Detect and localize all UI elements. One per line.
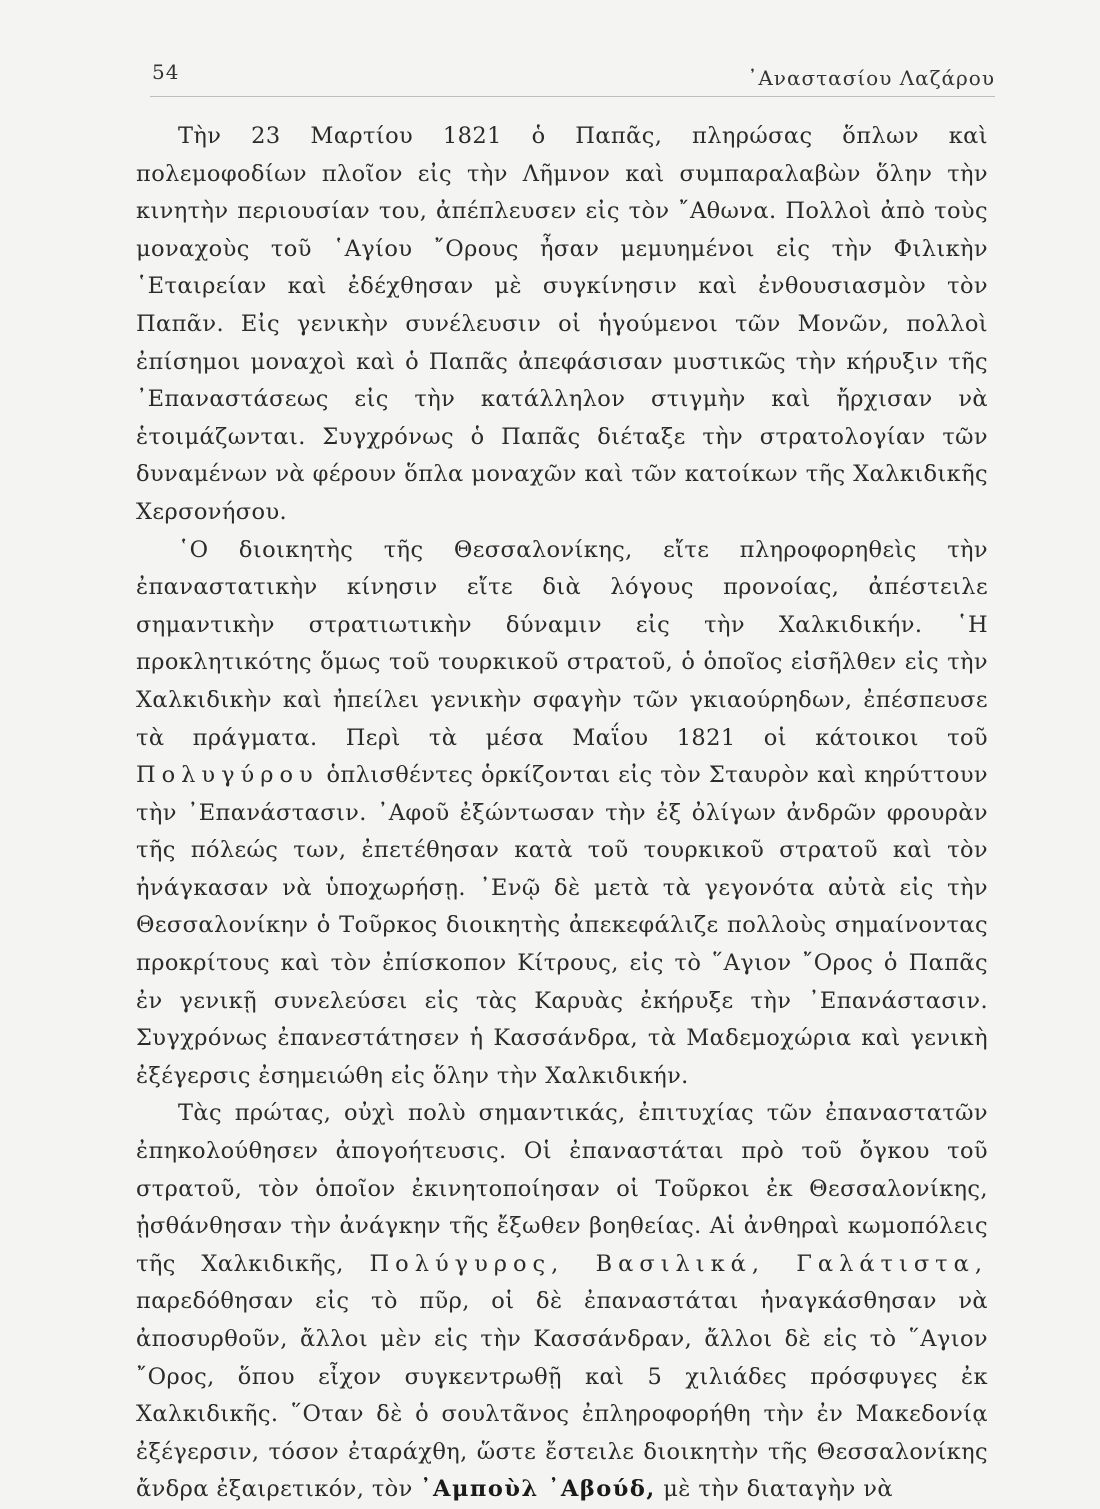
body-text	[136, 118, 988, 1509]
page-header	[150, 58, 995, 94]
paragraph-3-text-b: παρεδόθησαν εἰς τὸ πῦρ, οἱ δὲ ἐπαναστάται ἠναγκάσθησαν νὰ ἀποσυρθοῦν, ἄλλοι μὲν εἰς τὴν Κασσάνδραν, ἄλλοι δὲ εἰς τὸ ῞Αγιον ῎Ορος, ὅπου εἶχον συγκεντρωθῇ καὶ 5 χιλιάδες πρόσφυγες ἐκ Χαλκιδικῆς. ῞Οταν δὲ ὁ σουλτᾶνος ἐπληροφορήθη τὴν ἐν Μακεδονίᾳ ἐξέγερσιν, τόσον ἐταράχθη, ὥστε ἔστειλε διοικητὴν τῆς Θεσσαλονίκης ἄνδρα ἐξαιρετικόν, τὸν	[136, 1288, 988, 1503]
paragraph-3-text-c: μὲ τὴν διαταγὴν νὰ	[655, 1476, 893, 1503]
page-number: 54	[152, 60, 180, 84]
header-rule	[150, 96, 995, 97]
running-head: ᾿Αναστασίου Λαζάρου	[747, 66, 995, 90]
paragraph-1-text: Τὴν 23 Μαρτίου 1821 ὁ Παπᾶς, πληρώσας ὅπλων καὶ πολεμοφοδίων πλοῖον εἰς τὴν Λῆμνον καὶ συμπαραλαβὼν ὅλην τὴν κινητὴν περιουσίαν του, ἀπέπλευσεν εἰς τὸν ῎Αθωνα. Πολλοὶ ἀπὸ τοὺς μοναχοὺς τοῦ ῾Αγίου ῎Ορους ἦσαν μεμυημένοι εἰς τὴν Φιλικὴν ῾Εταιρείαν καὶ ἐδέχθησαν μὲ συγκίνησιν καὶ ἐνθουσιασμὸν τὸν Παπᾶν. Εἰς γενικὴν συνέλευσιν οἱ ἡγούμενοι τῶν Μονῶν, πολλοὶ ἐπίσημοι μοναχοὶ καὶ ὁ Παπᾶς ἀπεφάσισαν μυστικῶς τὴν κήρυξιν τῆς ᾿Επαναστάσεως εἰς τὴν κατάλληλον στιγμὴν καὶ ἤρχισαν νὰ ἑτοιμάζωνται. Συγχρόνως ὁ Παπᾶς διέταξε τὴν στρατολογίαν τῶν δυναμένων νὰ φέρουν ὅπλα μοναχῶν καὶ τῶν κατοίκων τῆς Χαλκιδικῆς Χερσονήσου.	[136, 123, 988, 525]
paragraph-3	[136, 1095, 988, 1509]
paragraph-2-text-a: ῾Ο διοικητὴς τῆς Θεσσαλονίκης, εἴτε πληροφορηθεὶς τὴν ἐπαναστατικὴν κίνησιν εἴτε διὰ λόγους προνοίας, ἀπέστειλε σημαντικὴν στρατιωτικὴν δύναμιν εἰς τὴν Χαλκιδικήν. ῾Η προκλητικότης ὅμως τοῦ τουρκικοῦ στρατοῦ, ὁ ὁποῖος εἰσῆλθεν εἰς τὴν Χαλκιδικὴν καὶ ἠπείλει γενικὴν σφαγὴν τῶν γκιαούρηδων, ἐπέσπευσε τὰ πράγματα. Περὶ τὰ μέσα Μαΐου 1821 οἱ κάτοικοι τοῦ	[136, 536, 988, 751]
paragraph-2-text-b: ὁπλισθέντες ὁρκίζονται εἰς τὸν Σταυρὸν καὶ κηρύττουν τὴν ᾿Επανάστασιν. ᾿Αφοῦ ἐξώντωσαν τὴν ἐξ ὀλίγων ἀνδρῶν φρουρὰν τῆς πόλεώς των, ἐπετέθησαν κατὰ τοῦ τουρκικοῦ στρατοῦ καὶ τὸν ἠνάγκασαν νὰ ὑποχωρήσῃ. ᾿Ενῷ δὲ μετὰ τὰ γεγονότα αὐτὰ εἰς τὴν Θεσσαλονίκην ὁ Τοῦρκος διοικητὴς ἀπεκεφάλιζε πολλοὺς σημαίνοντας προκρίτους καὶ τὸν ἐπίσκοπον Κίτρους, εἰς τὸ ῞Αγιον ῎Ορος ὁ Παπᾶς ἐν γενικῇ συνελεύσει εἰς τὰς Καρυὰς ἐκήρυξε τὴν ᾿Επανάστασιν. Συγχρόνως ἐπανεστάτησεν ἡ Κασσάνδρα, τὰ Μαδεμοχώρια καὶ γενικὴ ἐξέγερσις ἐσημειώθη εἰς ὅλην τὴν Χαλκιδικήν.	[136, 762, 988, 1089]
paragraph-2	[136, 532, 988, 1096]
paragraph-1	[136, 118, 988, 532]
bold-person-name: ᾿Αμποὺλ ᾿Αβούδ,	[420, 1476, 656, 1503]
spaced-town-names: Πολύγυρος, Βασιλικά, Γαλάτιστα,	[369, 1250, 988, 1277]
spaced-town-name: Πολυγύρου	[136, 762, 319, 789]
paragraph-3-text-a: Τὰς πρώτας, οὐχὶ πολὺ σημαντικάς, ἐπιτυχίας τῶν ἐπαναστατῶν ἐπηκολούθησεν ἀπογοήτευσις. Οἱ ἐπαναστάται πρὸ τοῦ ὄγκου τοῦ στρατοῦ, τὸν ὁποῖον ἐκινητοποίησαν οἱ Τοῦρκοι ἐκ Θεσσαλονίκης, ᾐσθάνθησαν τὴν ἀνάγκην τῆς ἔξωθεν βοηθείας. Αἱ ἀνθηραὶ κωμοπόλεις τῆς Χαλκιδικῆς,	[136, 1100, 988, 1277]
